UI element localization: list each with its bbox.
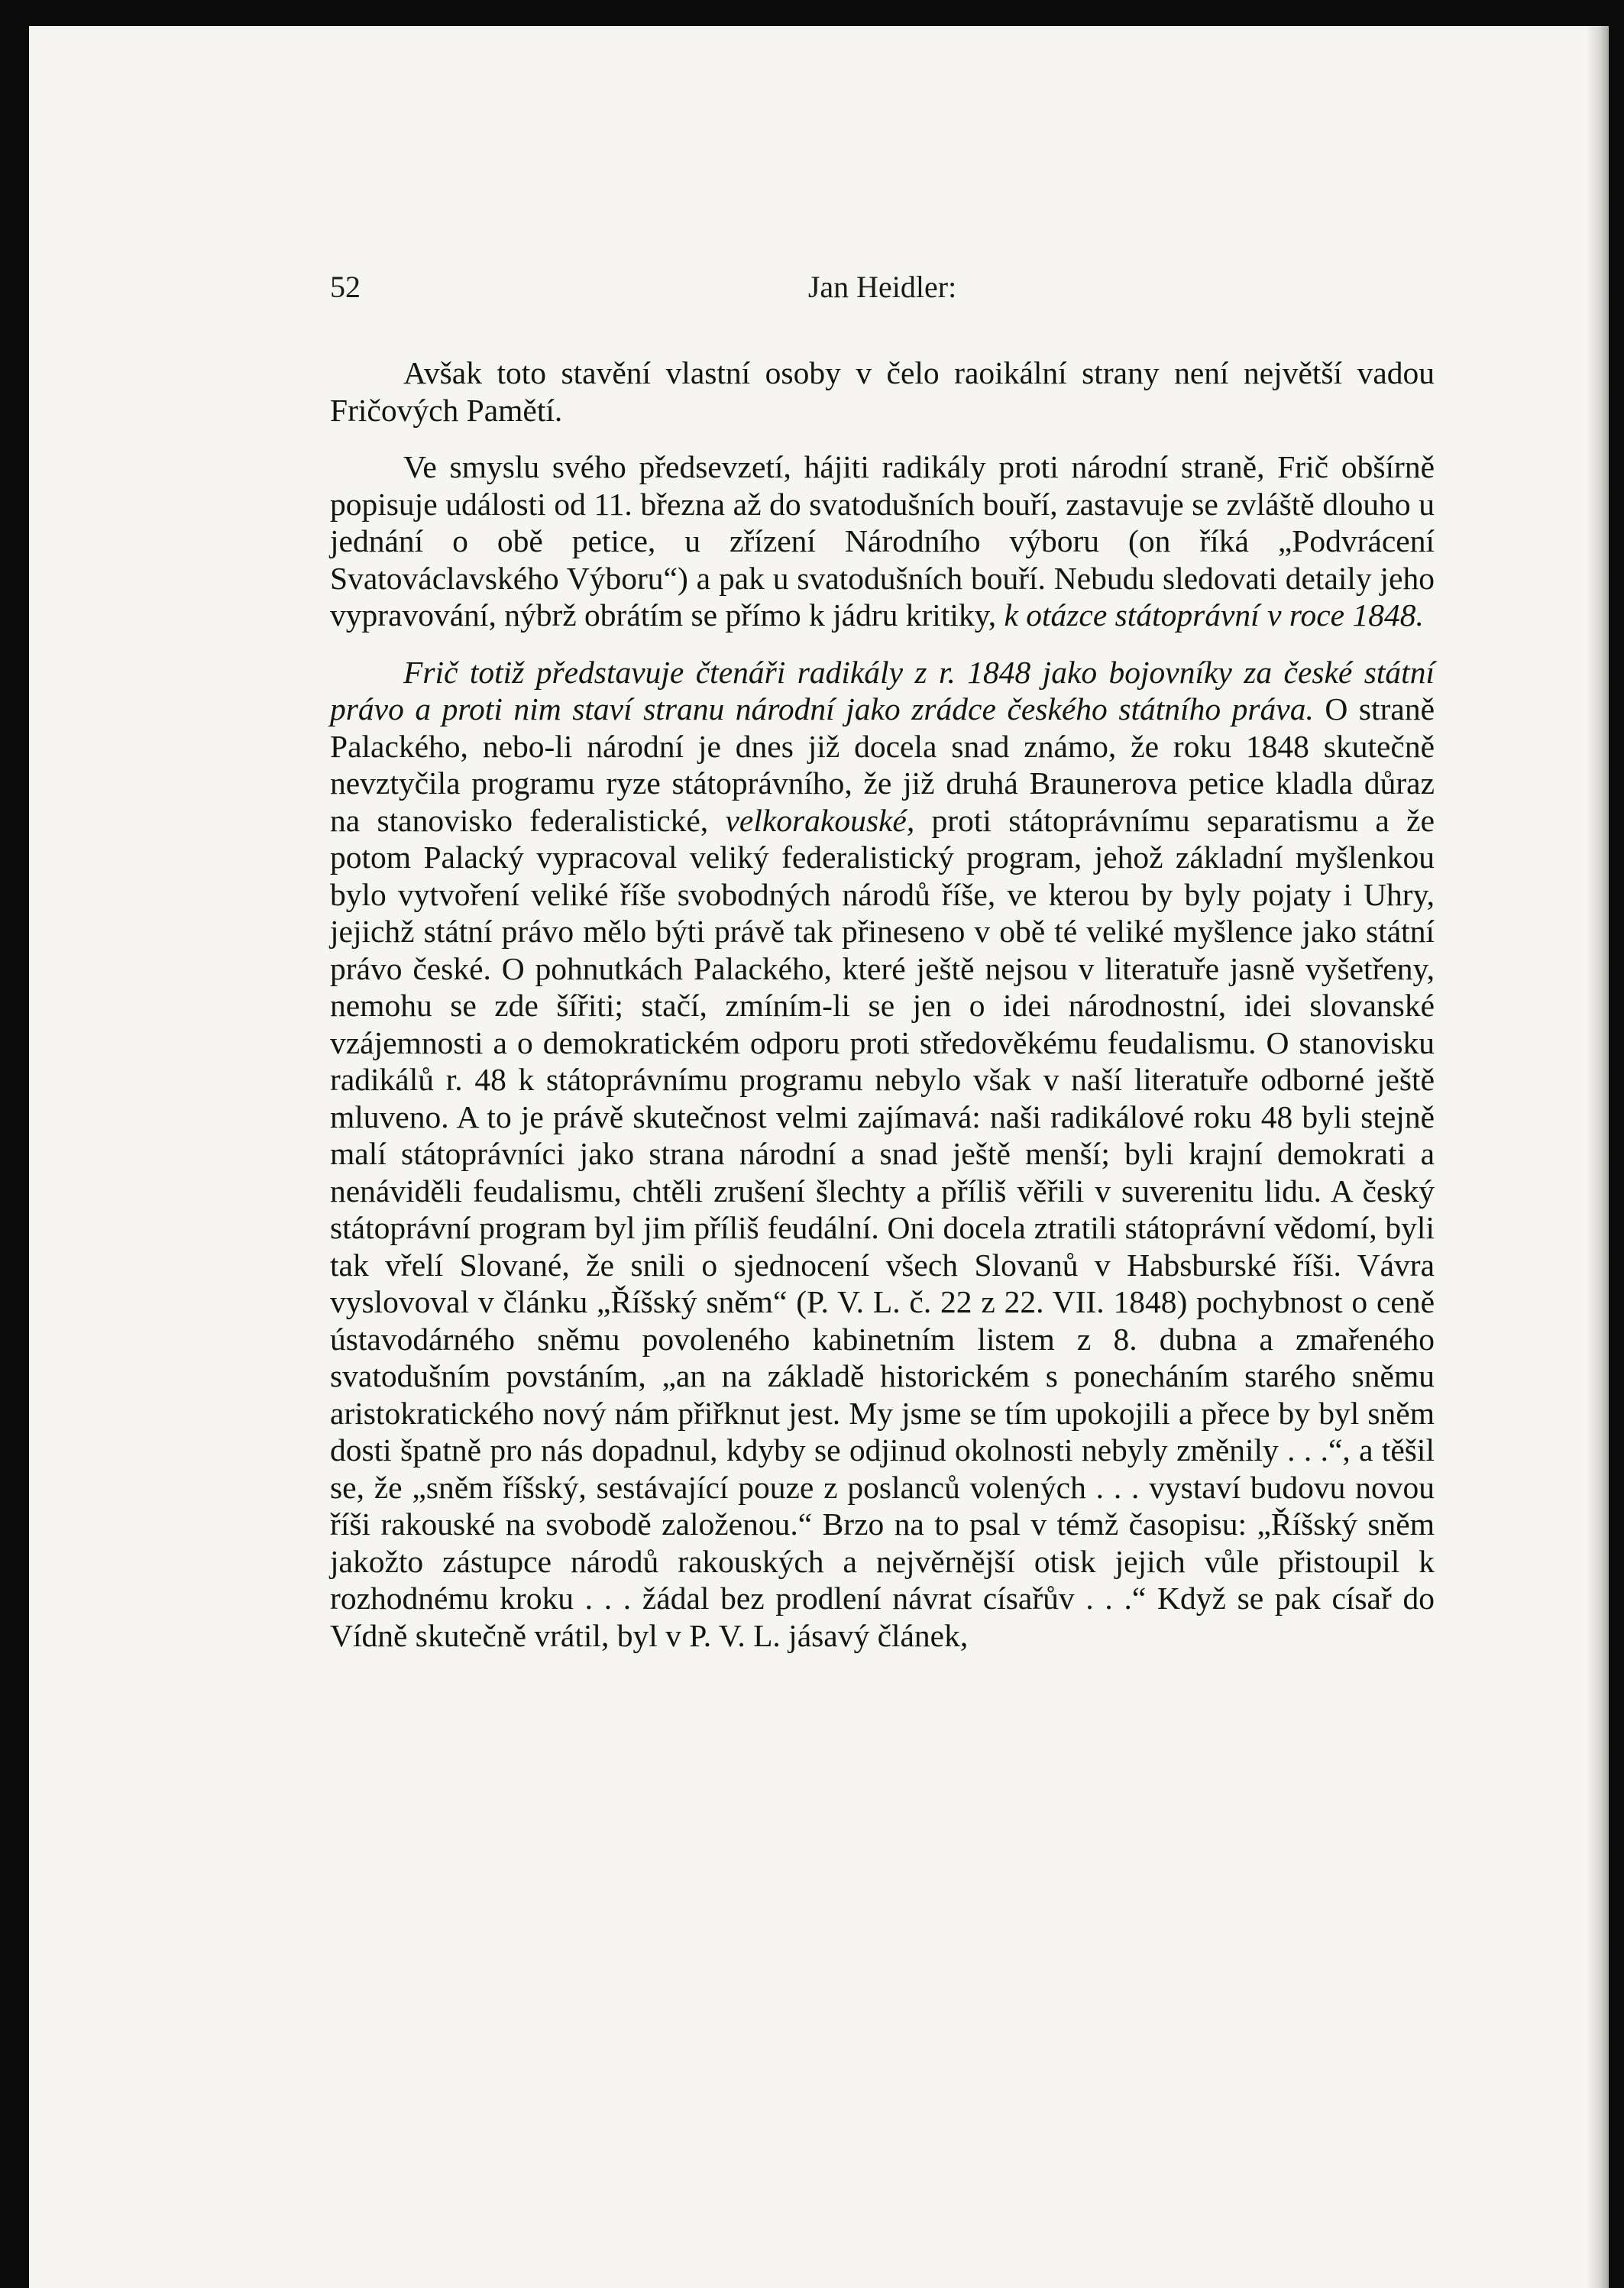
text-segment: Ve smyslu svého předsevzetí, hájiti radikály proti národní straně, Frič obšírně popisuje události od 11. března až do svatodušních bouří, zastavuje se zvláště dlouho u jednání o obě petice, u zřízení Národního výboru (on říká „Podvrácení Svatováclavského Výboru“) a pak u svatodušních bouří. Nebudu sledovati detaily jeho vypravování, nýbrž obrátím se přímo k jádru kritiky, (330, 449, 1435, 633)
book-page (29, 26, 1609, 2288)
running-title: Jan Heidler: (807, 270, 957, 304)
page-number: 52 (330, 270, 361, 304)
page-edge-shadow (1586, 26, 1609, 2288)
paragraph-1 (330, 354, 1435, 429)
italic-text-segment: k otázce státoprávní v roce 1848. (1004, 597, 1424, 633)
italic-text-segment: Frič totiž představuje čtenáři radikály z r. 1848 jako bojovníky za české státní právo a proti nim staví stranu národní jako zrádce českého státního práva. (330, 654, 1435, 727)
text-segment: proti státoprávnímu separatismu a že potom Palacký vypracoval veliký federalistický program, jehož základní myšlenkou bylo vytvoření veliké říše svobodných národů říše, ve kterou by byly pojaty i Uhry, jejichž státní právo mělo býti právě tak přineseno v obě té veliké myšlence jako státní právo české. O pohnutkách Palackého, které ještě nejsou v literatuře jasně vyšetřeny, nemohu se zde šířiti; stačí, zmíním-li se jen o idei národnostní, idei slovanské vzájemnosti a o demokratickém odporu proti středověkému feudalismu. O stanovisku radikálů r. 48 k státoprávnímu programu nebylo však v naší literatuře odborné ještě mluveno. A to je právě skutečnost velmi zajímavá: naši radikálové roku 48 byli stejně malí státoprávníci jako strana národní a snad ještě menší; byli krajní demokrati a nenáviděli feudalismu, chtěli zrušení šlechty a příliš věřili v suverenitu lidu. A český státoprávní program byl jim příliš feudální. Oni docela ztratili státoprávní vědomí, byli tak vřelí Slované, že snili o sjednocení všech Slovanů v Habsburské říši. Vávra vyslovoval v článku „Říšský sněm“ (P. V. L. č. 22 z 22. VII. 1848) pochybnost o ceně ústavodárného sněmu povoleného kabinetním listem z 8. dubna a zmařeného svatodušním povstáním, „an na základě historickém s ponecháním starého sněmu aristokratického nový nám přiřknut jest. My jsme se tím upokojili a přece by byl sněm dosti špatně pro nás dopadnul, kdyby se odjinud okolnosti nebyly změnily . . .“, a těšil se, že „sněm říšský, sestávající pouze z poslanců volených . . . vystaví budovu novou říši rakouské na svobodě založenou.“ Brzo na to psal v témž časopisu: „Říšský sněm jakožto zástupce národů rakouských a nejvěrnější otisk jejich vůle přistoupil k rozhodnému kroku . . . žádal bez prodlení návrat císařův . . .“ Když se pak císař do Vídně skutečně vrátil, byl v P. V. L. jásavý článek, (330, 802, 1435, 1653)
text-segment: O straně Palackého, nebo-li národní je dnes již docela snad známo, že roku 1848 skutečně nevztyčila programu ryze státoprávního, že již druhá Braunerova petice kladla důraz na stanovisko federalistické, (330, 691, 1435, 838)
body-text (330, 354, 1435, 1654)
text-segment: Avšak toto stavění vlastní osoby v čelo raoikální strany není největší vadou Fričových Pamětí. (330, 355, 1435, 428)
page-header (330, 269, 1435, 315)
paragraph-2 (330, 448, 1435, 634)
italic-text-segment: velkorakouské, (725, 802, 915, 838)
paragraph-3 (330, 654, 1435, 1655)
